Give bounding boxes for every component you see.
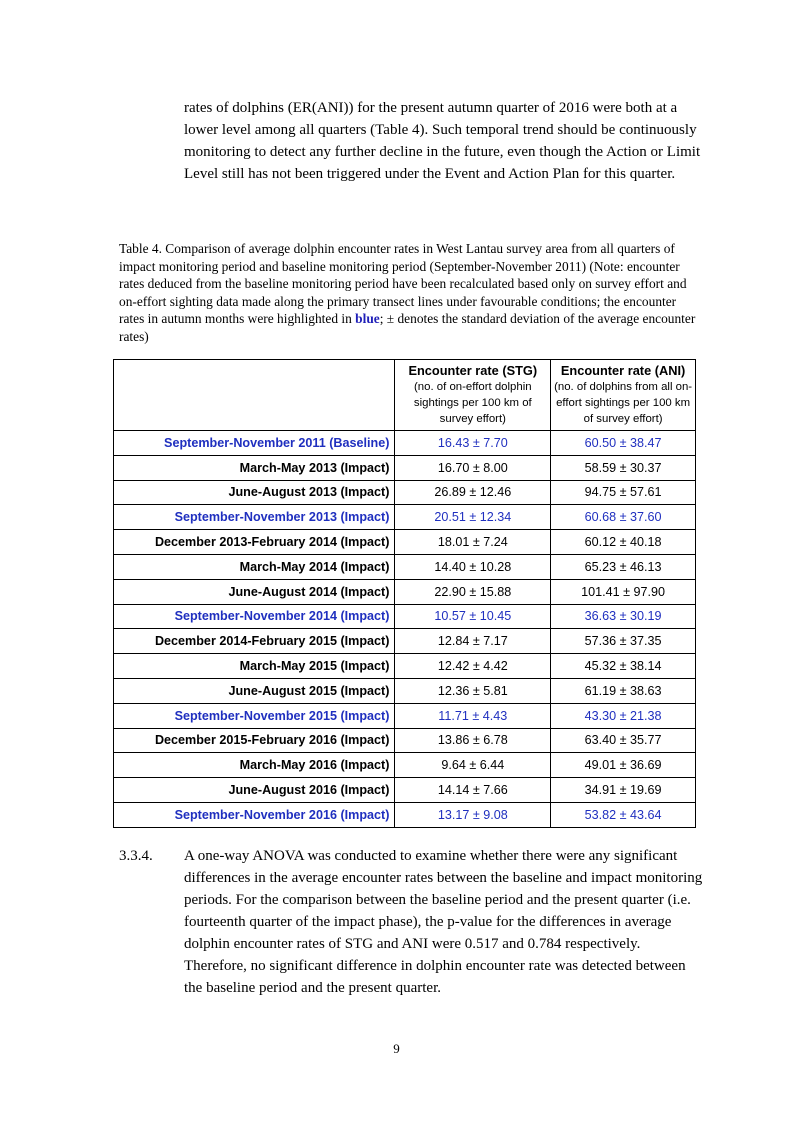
ani-cell: 57.36 ± 37.35 (551, 629, 696, 654)
header-ani-title: Encounter rate (ANI) (560, 363, 686, 378)
stg-cell: 16.43 ± 7.70 (395, 431, 551, 456)
caption-text-end: ; ± denotes the standard deviation of the average encounter rates) (119, 311, 696, 344)
intro-paragraph: rates of dolphins (ER(ANI)) for the present autumn quarter of 2016 were both at a lower level among all quarters (Table 4). Such temporal trend should be continuously monitoring to detect any further decline in the future, even though the Action or Limit Level still has not been triggered under the Event and Action Plan for this quarter. (184, 100, 701, 182)
period-cell: December 2015-February 2016 (Impact) (114, 728, 395, 753)
period-cell: June-August 2015 (Impact) (114, 678, 395, 703)
table-body (114, 431, 696, 828)
header-stg-subtitle: (no. of on-effort dolphin sightings per 100 km of survey effort) (413, 381, 532, 425)
table-row (114, 629, 696, 654)
ani-cell: 53.82 ± 43.64 (551, 802, 696, 827)
header-ani-subtitle: (no. of dolphins from all on-effort sightings per 100 km of survey effort) (554, 381, 693, 425)
table-row (114, 678, 696, 703)
encounter-rate-table (113, 359, 696, 828)
stg-cell: 16.70 ± 8.00 (395, 455, 551, 480)
header-stg (395, 360, 551, 431)
table-row (114, 505, 696, 530)
period-cell: March-May 2014 (Impact) (114, 554, 395, 579)
table-row (114, 728, 696, 753)
table-row (114, 530, 696, 555)
period-cell: June-August 2014 (Impact) (114, 579, 395, 604)
period-cell: June-August 2013 (Impact) (114, 480, 395, 505)
table-row (114, 579, 696, 604)
period-cell: December 2014-February 2015 (Impact) (114, 629, 395, 654)
stg-cell: 13.86 ± 6.78 (395, 728, 551, 753)
stg-cell: 12.42 ± 4.42 (395, 654, 551, 679)
table-row (114, 604, 696, 629)
ani-cell: 49.01 ± 36.69 (551, 753, 696, 778)
stg-cell: 18.01 ± 7.24 (395, 530, 551, 555)
period-cell: June-August 2016 (Impact) (114, 778, 395, 803)
stg-cell: 14.14 ± 7.66 (395, 778, 551, 803)
period-cell: September-November 2016 (Impact) (114, 802, 395, 827)
ani-cell: 63.40 ± 35.77 (551, 728, 696, 753)
header-ani (551, 360, 696, 431)
stg-cell: 12.36 ± 5.81 (395, 678, 551, 703)
stg-cell: 11.71 ± 4.43 (395, 703, 551, 728)
period-cell: December 2013-February 2014 (Impact) (114, 530, 395, 555)
header-stg-title: Encounter rate (STG) (408, 363, 538, 378)
table-row (114, 431, 696, 456)
table-row (114, 778, 696, 803)
table-row (114, 802, 696, 827)
ani-cell: 60.50 ± 38.47 (551, 431, 696, 456)
ani-cell: 60.12 ± 40.18 (551, 530, 696, 555)
stg-cell: 13.17 ± 9.08 (395, 802, 551, 827)
table-row (114, 455, 696, 480)
anova-paragraph: A one-way ANOVA was conducted to examine whether there were any significant differences in the average encounter rates between the baseline and impact monitoring periods. For the comparison between the baseline period and the present quarter (i.e. fourteenth quarter of the impact phase), the p-value for the differences in average dolphin encounter rates of STG and ANI were 0.517 and 0.784 respectively. Therefore, no significant difference in dolphin encounter rate was detected between the baseline period and the present quarter. (184, 848, 703, 996)
table-row (114, 480, 696, 505)
caption-blue-word: blue (355, 311, 380, 326)
ani-cell: 34.91 ± 19.69 (551, 778, 696, 803)
period-cell: September-November 2015 (Impact) (114, 703, 395, 728)
stg-cell: 12.84 ± 7.17 (395, 629, 551, 654)
period-cell: September-November 2013 (Impact) (114, 505, 395, 530)
period-cell: March-May 2016 (Impact) (114, 753, 395, 778)
header-period (114, 360, 395, 431)
table-row (114, 654, 696, 679)
table-row (114, 703, 696, 728)
table-row (114, 753, 696, 778)
ani-cell: 36.63 ± 30.19 (551, 604, 696, 629)
ani-cell: 61.19 ± 38.63 (551, 678, 696, 703)
period-cell: March-May 2013 (Impact) (114, 455, 395, 480)
period-cell: September-November 2011 (Baseline) (114, 431, 395, 456)
ani-cell: 94.75 ± 57.61 (551, 480, 696, 505)
ani-cell: 45.32 ± 38.14 (551, 654, 696, 679)
stg-cell: 20.51 ± 12.34 (395, 505, 551, 530)
ani-cell: 60.68 ± 37.60 (551, 505, 696, 530)
stg-cell: 10.57 ± 10.45 (395, 604, 551, 629)
ani-cell: 101.41 ± 97.90 (551, 579, 696, 604)
stg-cell: 26.89 ± 12.46 (395, 480, 551, 505)
page-number: 9 (393, 1041, 400, 1056)
ani-cell: 65.23 ± 46.13 (551, 554, 696, 579)
section-number: 3.3.4. (119, 848, 153, 864)
period-cell: September-November 2014 (Impact) (114, 604, 395, 629)
stg-cell: 22.90 ± 15.88 (395, 579, 551, 604)
period-cell: March-May 2015 (Impact) (114, 654, 395, 679)
ani-cell: 58.59 ± 30.37 (551, 455, 696, 480)
caption-text: Table 4. Comparison of average dolphin encounter rates in West Lantau survey area from all quarters of impact monitoring period and baseline monitoring period (September-November 2011) (Note: encounter rates deduced from the baseline monitoring period have been recalculated based only on survey effort and on-effort sighting data made along the primary transect lines under favourable conditions; the encounter rates in autumn months were highlighted in (119, 241, 687, 326)
stg-cell: 9.64 ± 6.44 (395, 753, 551, 778)
table-caption (119, 240, 699, 345)
ani-cell: 43.30 ± 21.38 (551, 703, 696, 728)
stg-cell: 14.40 ± 10.28 (395, 554, 551, 579)
table-row (114, 554, 696, 579)
table-header-row (114, 360, 696, 431)
